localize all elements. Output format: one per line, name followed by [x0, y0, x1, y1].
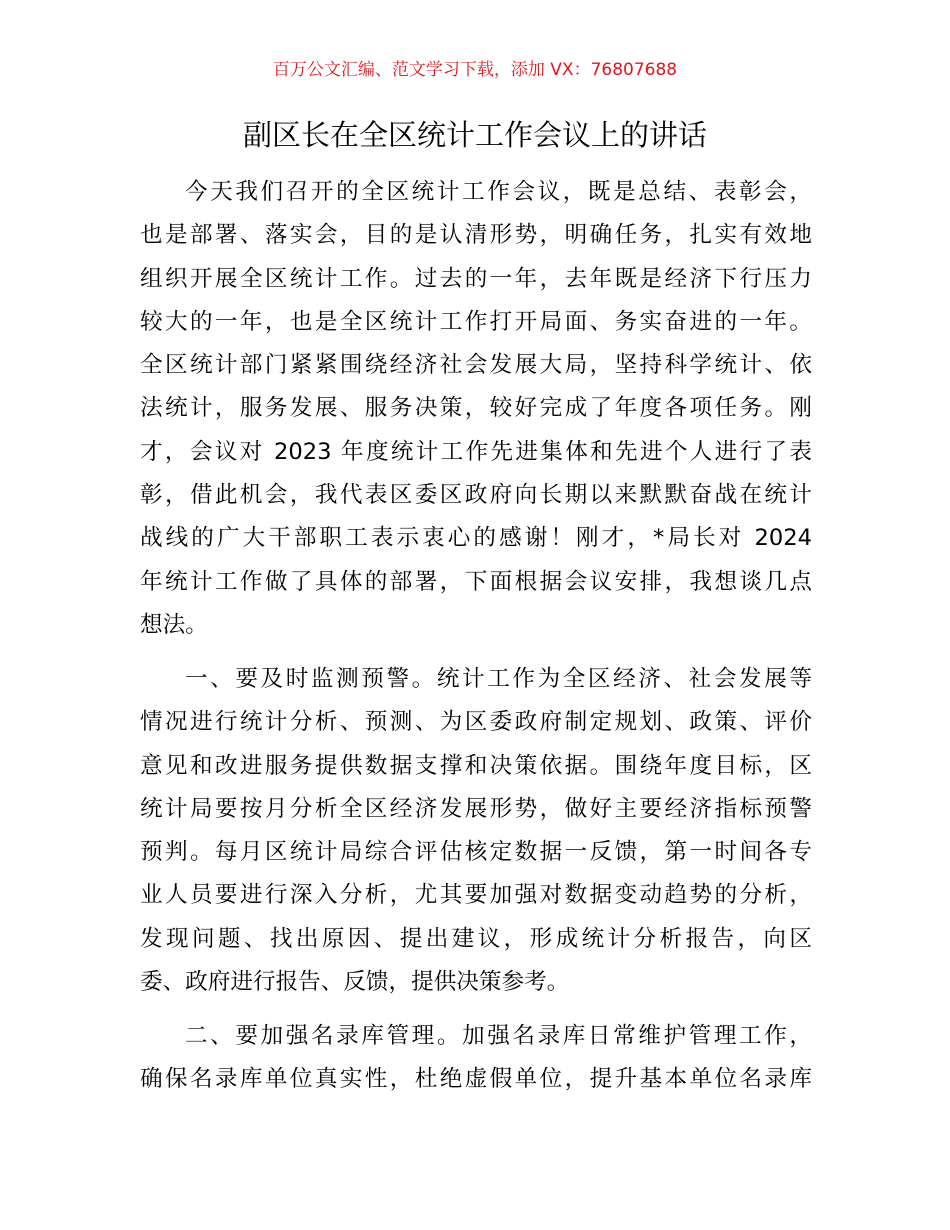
watermark-banner: 百万公文汇编、范文学习下载，添加 VX：76807688: [272, 60, 678, 80]
text-line: 发现问题、找出原因、提出建议，形成统计分析报告，向区: [140, 925, 812, 952]
text-line: 统计局要按月分析全区经济发展形势，做好主要经济指标预警: [140, 795, 812, 822]
paragraph-intro: [140, 171, 812, 647]
text-line: 委、政府进行报告、反馈，提供决策参考。: [140, 969, 570, 996]
text-line: 彰，借此机会，我代表区委区政府向长期以来默默奋战在统计: [140, 482, 812, 509]
text-line: 战线的广大干部职工表示衷心的感谢！刚才，*局长对 2024: [140, 525, 812, 552]
text-line: 法统计，服务发展、服务决策，较好完成了年度各项任务。刚: [140, 395, 812, 422]
text-line: 情况进行统计分析、预测、为区委政府制定规划、政策、评价: [140, 709, 812, 736]
section-heading-line: 一、要及时监测预警。统计工作为全区经济、社会发展等: [185, 666, 812, 692]
text-line: 今天我们召开的全区统计工作会议，既是总结、表彰会，: [185, 179, 812, 205]
text-line: 也是部署、落实会，目的是认清形势，明确任务，扎实有效地: [140, 222, 812, 249]
paragraph-section-one: [140, 658, 812, 1004]
text-line: 较大的一年，也是全区统计工作打开局面、务实奋进的一年。: [140, 308, 812, 335]
text-line: 业人员要进行深入分析，尤其要加强对数据变动趋势的分析，: [140, 882, 812, 909]
text-line: 预判。每月区统计局综合评估核定数据一反馈，第一时间各专: [140, 839, 812, 866]
document-title: 副区长在全区统计工作会议上的讲话: [242, 118, 707, 152]
text-line: 意见和改进服务提供数据支撑和决策依据。围绕年度目标，区: [140, 752, 812, 779]
text-line: 年统计工作做了具体的部署，下面根据会议安排，我想谈几点: [140, 568, 812, 595]
text-line: 组织开展全区统计工作。过去的一年，去年既是经济下行压力: [140, 265, 812, 292]
paragraph-section-two: [140, 1015, 812, 1102]
text-line: 想法。: [140, 611, 208, 638]
text-line: 确保名录库单位真实性，杜绝虚假单位，提升基本单位名录库: [140, 1066, 812, 1093]
section-heading-line: 二、要加强名录库管理。加强名录库日常维护管理工作，: [185, 1023, 812, 1049]
text-line: 全区统计部门紧紧围绕经济社会发展大局，坚持科学统计、依: [140, 352, 812, 379]
text-line: 才，会议对 2023 年度统计工作先进集体和先进个人进行了表: [140, 438, 812, 465]
